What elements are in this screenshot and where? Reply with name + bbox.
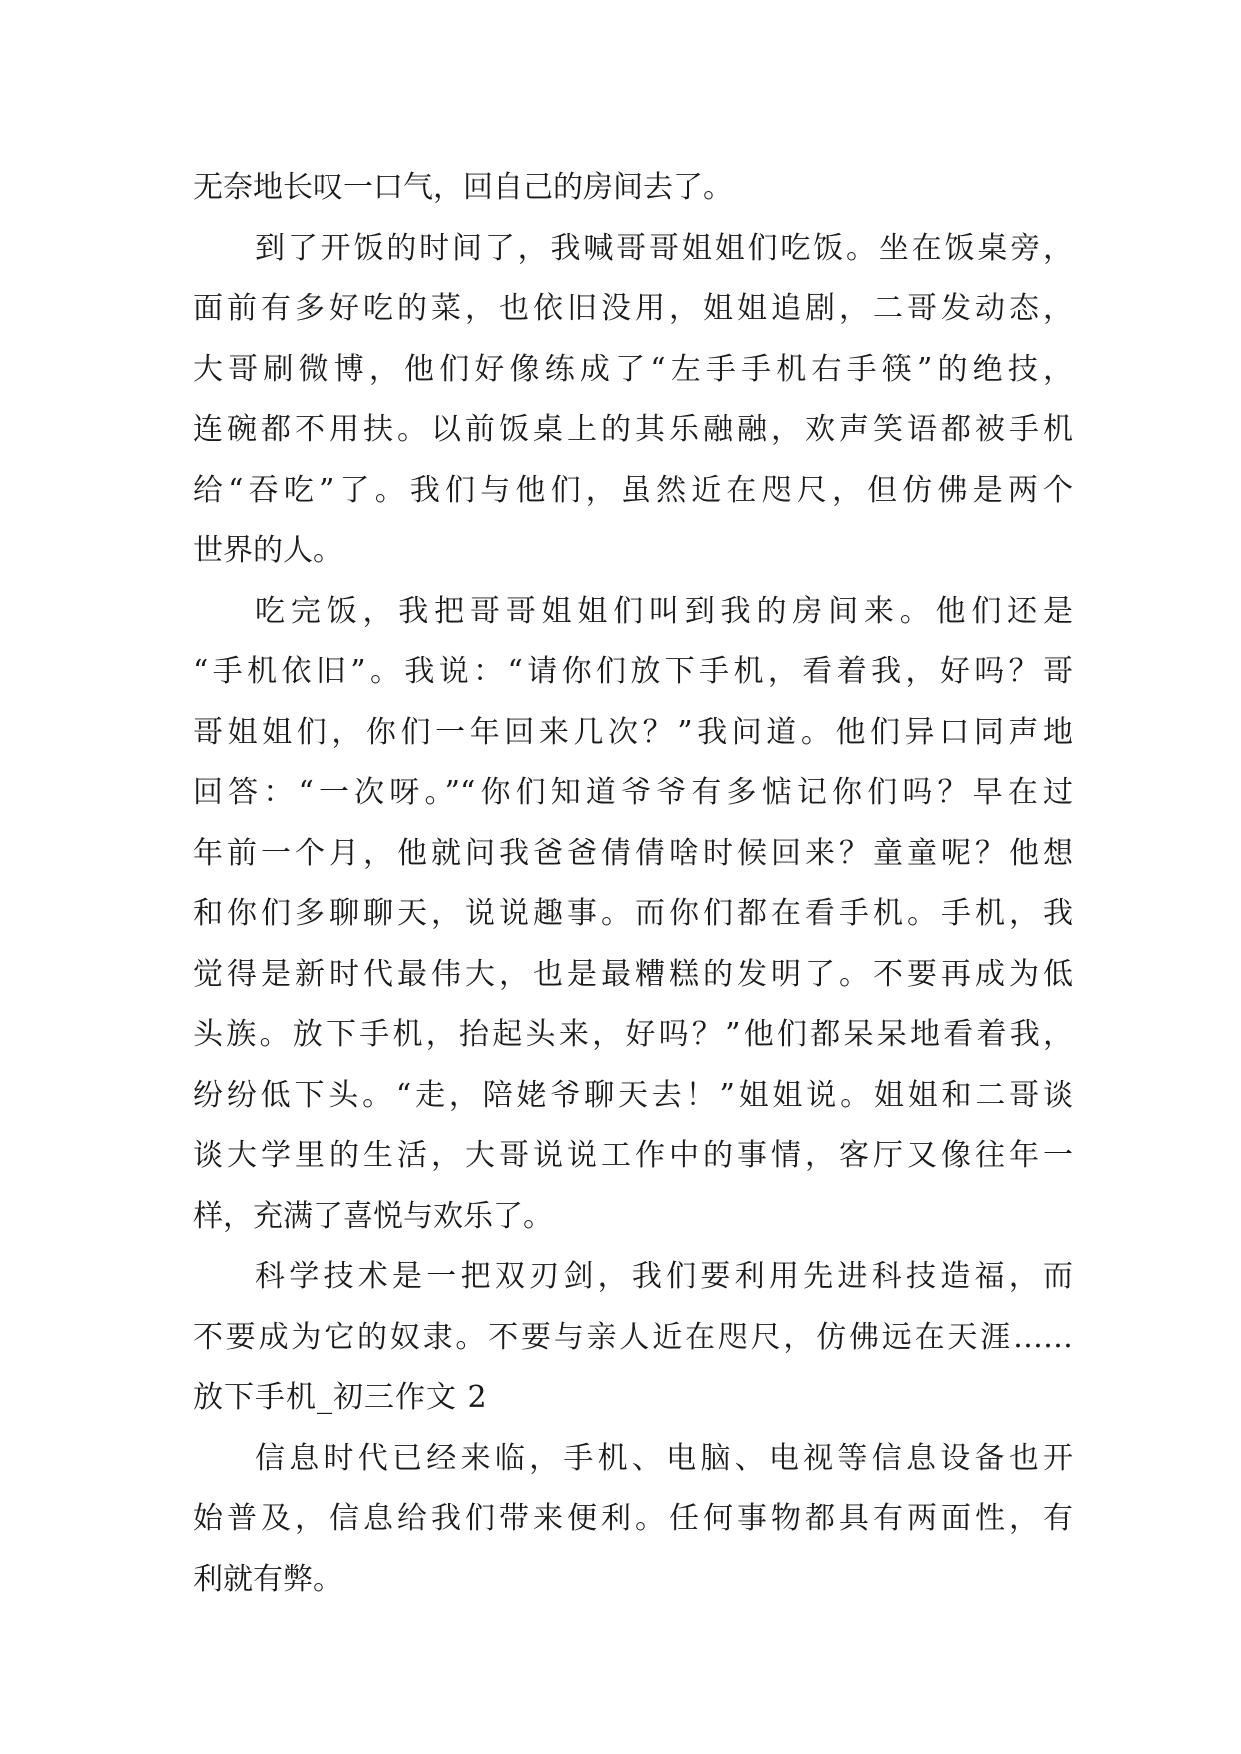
- text-line: “手机依旧”。我说：“请你们放下手机，看着我，好吗？哥: [193, 654, 1073, 689]
- document-body: [193, 158, 1073, 1610]
- text-line: 和你们多聊聊天，说说趣事。而你们都在看手机。手机，我: [193, 896, 1073, 931]
- text-line: 哥姐姐们，你们一年回来几次？”我问道。他们异口同声地: [193, 714, 1073, 750]
- text-line: 连碗都不用扶。以前饭桌上的其乐融融，欢声笑语都被手机: [193, 412, 1073, 447]
- text-line: 世界的人。: [193, 533, 343, 568]
- text-line: 回答：“一次呀。”“你们知道爷爷有多惦记你们吗？早在过: [193, 775, 1073, 810]
- text-line: 无奈地长叹一口气，回自己的房间去了。: [193, 170, 733, 205]
- text-line: 谈大学里的生活，大哥说说工作中的事情，客厅又像往年一: [193, 1138, 1073, 1173]
- text-line: 利就有弊。: [193, 1561, 343, 1597]
- section-heading: 放下手机_初三作文 2: [193, 1380, 488, 1415]
- text-line: 始普及，信息给我们带来便利。任何事物都具有两面性，有: [193, 1501, 1073, 1536]
- text-line: 给“吞吃”了。我们与他们，虽然近在咫尺，但仿佛是两个: [193, 472, 1073, 508]
- text-line: 大哥刷微博，他们好像练成了“左手手机右手筷”的绝技，: [193, 351, 1073, 387]
- text-line: 面前有多好吃的菜，也依旧没用，姐姐追剧，二哥发动态，: [193, 291, 1073, 326]
- text-line: 年前一个月，他就问我爸爸倩倩啥时候回来？童童呢？他想: [193, 835, 1073, 871]
- paragraph-first-line: 科学技术是一把双刃剑，我们要利用先进科技造福，而: [255, 1259, 1073, 1294]
- text-line: 觉得是新时代最伟大，也是最糟糕的发明了。不要再成为低: [193, 956, 1073, 992]
- paragraph-first-line: 到了开饭的时间了，我喊哥哥姐姐们吃饭。坐在饭桌旁，: [255, 230, 1073, 266]
- text-line: 样，充满了喜悦与欢乐了。: [193, 1198, 553, 1234]
- paragraph-first-line: 信息时代已经来临，手机、电脑、电视等信息设备也开: [255, 1440, 1073, 1476]
- paragraph-first-line: 吃完饭，我把哥哥姐姐们叫到我的房间来。他们还是: [255, 593, 1073, 629]
- text-line: 不要成为它的奴隶。不要与亲人近在咫尺，仿佛远在天涯……: [193, 1319, 1073, 1355]
- text-line: 头族。放下手机，抬起头来，好吗？”他们都呆呆地看着我，: [193, 1017, 1073, 1052]
- text-line: 纷纷低下头。“走，陪姥爷聊天去！”姐姐说。姐姐和二哥谈: [193, 1077, 1073, 1113]
